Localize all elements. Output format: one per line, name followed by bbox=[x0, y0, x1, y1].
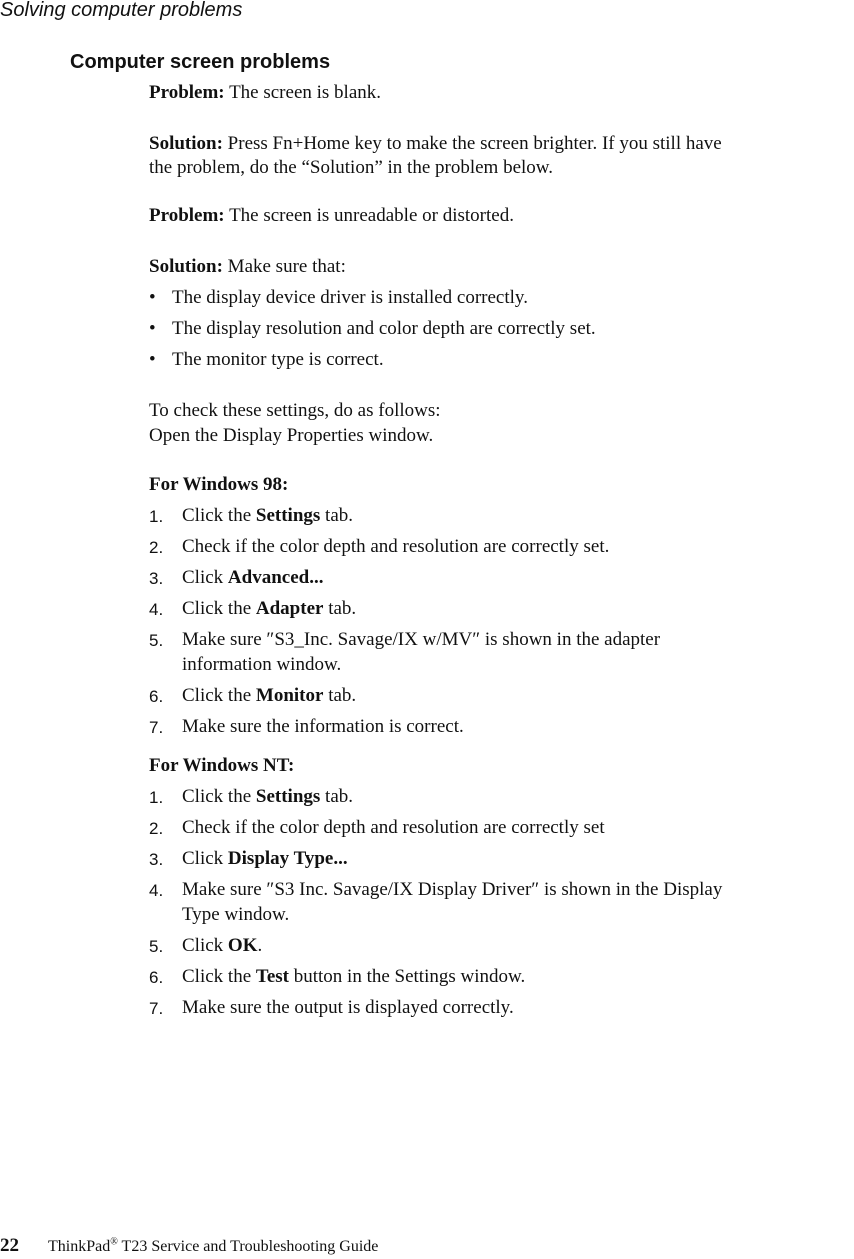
win98-step-5: Make sure ″S3_Inc. Savage/IX w/MV″ is shown in the adapter bbox=[182, 629, 661, 650]
win98-step-6: Click the Monitor tab. bbox=[182, 685, 357, 706]
solution-1-line-1: Solution: Press Fn+Home key to make the screen brighter. If you still have bbox=[149, 133, 722, 154]
win98-step-3: Click Advanced... bbox=[182, 567, 324, 588]
win98-heading: For Windows 98: bbox=[149, 474, 289, 495]
check-settings-line-1: To check these settings, do as follows: bbox=[149, 400, 441, 421]
problem-label: Problem: bbox=[149, 205, 225, 226]
bullet-item: • The display device driver is installed correctly. bbox=[149, 287, 528, 308]
step-number: 5. bbox=[149, 937, 164, 956]
step-number: 6. bbox=[149, 687, 164, 706]
step-number: 6. bbox=[149, 968, 164, 987]
winnt-step-3: Click Display Type... bbox=[182, 848, 348, 869]
step-number: 4. bbox=[149, 881, 164, 900]
running-header: Solving computer problems bbox=[0, 0, 243, 21]
solution-1-line-2: the problem, do the “Solution” in the problem below. bbox=[149, 157, 554, 178]
step-number: 7. bbox=[149, 999, 164, 1018]
problem-label: Problem: bbox=[149, 82, 225, 103]
step-number: 1. bbox=[149, 788, 164, 807]
step-number: 3. bbox=[149, 850, 164, 869]
winnt-step-1: Click the Settings tab. bbox=[182, 786, 354, 807]
problem-text: The screen is unreadable or distorted. bbox=[229, 205, 514, 226]
winnt-step-5: Click OK. bbox=[182, 935, 263, 956]
bullet-item: • The monitor type is correct. bbox=[149, 349, 384, 370]
problem-1 bbox=[149, 80, 381, 106]
win98-step-1: Click the Settings tab. bbox=[182, 505, 354, 526]
winnt-step-4: Make sure ″S3 Inc. Savage/IX Display Driver″ is shown in the Display bbox=[182, 879, 723, 900]
solution-label: Solution: bbox=[149, 256, 223, 277]
step-number: 3. bbox=[149, 569, 164, 588]
step-number: 5. bbox=[149, 631, 164, 650]
winnt-step-7: Make sure the output is displayed correctly. bbox=[182, 997, 514, 1018]
win98-step-5-continued: information window. bbox=[182, 654, 342, 675]
check-settings-line-2: Open the Display Properties window. bbox=[149, 425, 434, 446]
section-title: Computer screen problems bbox=[70, 51, 331, 73]
bullet-item: • The display resolution and color depth are correctly set. bbox=[149, 318, 596, 339]
step-number: 4. bbox=[149, 600, 164, 619]
step-number: 1. bbox=[149, 507, 164, 526]
step-number: 2. bbox=[149, 819, 164, 838]
winnt-heading: For Windows NT: bbox=[149, 755, 295, 776]
win98-step-2: Check if the color depth and resolution are correctly set. bbox=[182, 536, 610, 557]
problem-2 bbox=[149, 203, 514, 229]
solution-label: Solution: bbox=[149, 133, 223, 154]
footer-title: ThinkPad® T23 Service and Troubleshooting Guide bbox=[48, 1236, 379, 1255]
step-number: 7. bbox=[149, 718, 164, 737]
solution-2: Solution: Make sure that: bbox=[149, 256, 346, 277]
registered-mark: ® bbox=[110, 1236, 118, 1248]
winnt-step-2: Check if the color depth and resolution are correctly set bbox=[182, 817, 605, 838]
step-number: 2. bbox=[149, 538, 164, 557]
page-number: 22 bbox=[0, 1235, 19, 1256]
winnt-step-6: Click the Test button in the Settings window. bbox=[182, 966, 526, 987]
win98-step-7: Make sure the information is correct. bbox=[182, 716, 464, 737]
winnt-step-4-continued: Type window. bbox=[182, 904, 290, 925]
win98-step-4: Click the Adapter tab. bbox=[182, 598, 357, 619]
problem-text: The screen is blank. bbox=[229, 82, 382, 103]
